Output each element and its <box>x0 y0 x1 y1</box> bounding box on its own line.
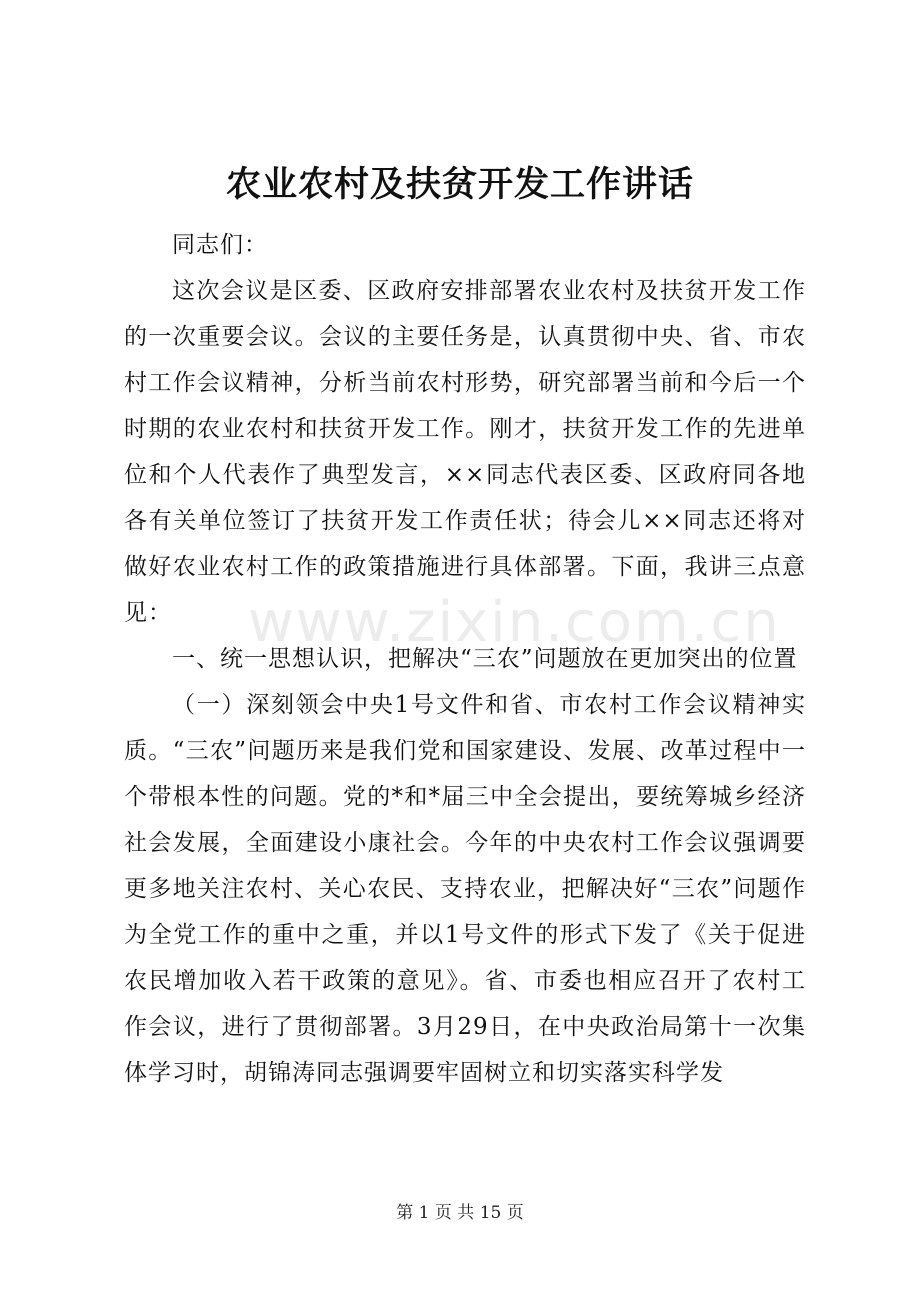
intro-paragraph: 这次会议是区委、区政府安排部署农业农村及扶贫开发工作的一次重要会议。会议的主要任务是，认真贯彻中央、省、市农村工作会议精神，分析当前农村形势，研究部署当前和今后一个时期的农业农村和扶贫开发工作。刚才，扶贫开发工作的先进单位和个人代表作了典型发言，××同志代表区委、区政府同各地各有关单位签订了扶贫开发工作责任状；待会儿××同志还将对做好农业农村工作的政策措施进行具体部署。下面，我讲三点意见： <box>124 278 806 626</box>
document-body <box>124 222 806 1096</box>
subsection-paragraph-1: （一）深刻领会中央1号文件和省、市农村工作会议精神实质。“三农”问题历来是我们党和国家建设、发展、改革过程中一个带根本性的问题。党的*和*届三中全会提出，要统筹城乡经济社会发展，全面建设小康社会。今年的中央农村工作会议强调要更多地关注农村、关心农民、支持农业，把解决好“三农”问题作为全党工作的重中之重，并以1号文件的形式下发了《关于促进农民增加收入若干政策的意见》。省、市委也相应召开了农村工作会议，进行了贯彻部署。3月29日，在中央政治局第十一次集体学习时，胡锦涛同志强调要牢固树立和切实落实科学发 <box>124 692 806 1086</box>
salutation-paragraph: 同志们： <box>172 232 268 258</box>
section-heading-1: 一、统一思想认识，把解决“三农”问题放在更加突出的位置 <box>172 646 798 672</box>
document-title: 农业农村及扶贫开发工作讲话 <box>225 164 694 205</box>
watermark: www.zixin.com.cn <box>248 590 781 655</box>
page-footer: 第 1 页 共 15 页 <box>396 1203 524 1223</box>
